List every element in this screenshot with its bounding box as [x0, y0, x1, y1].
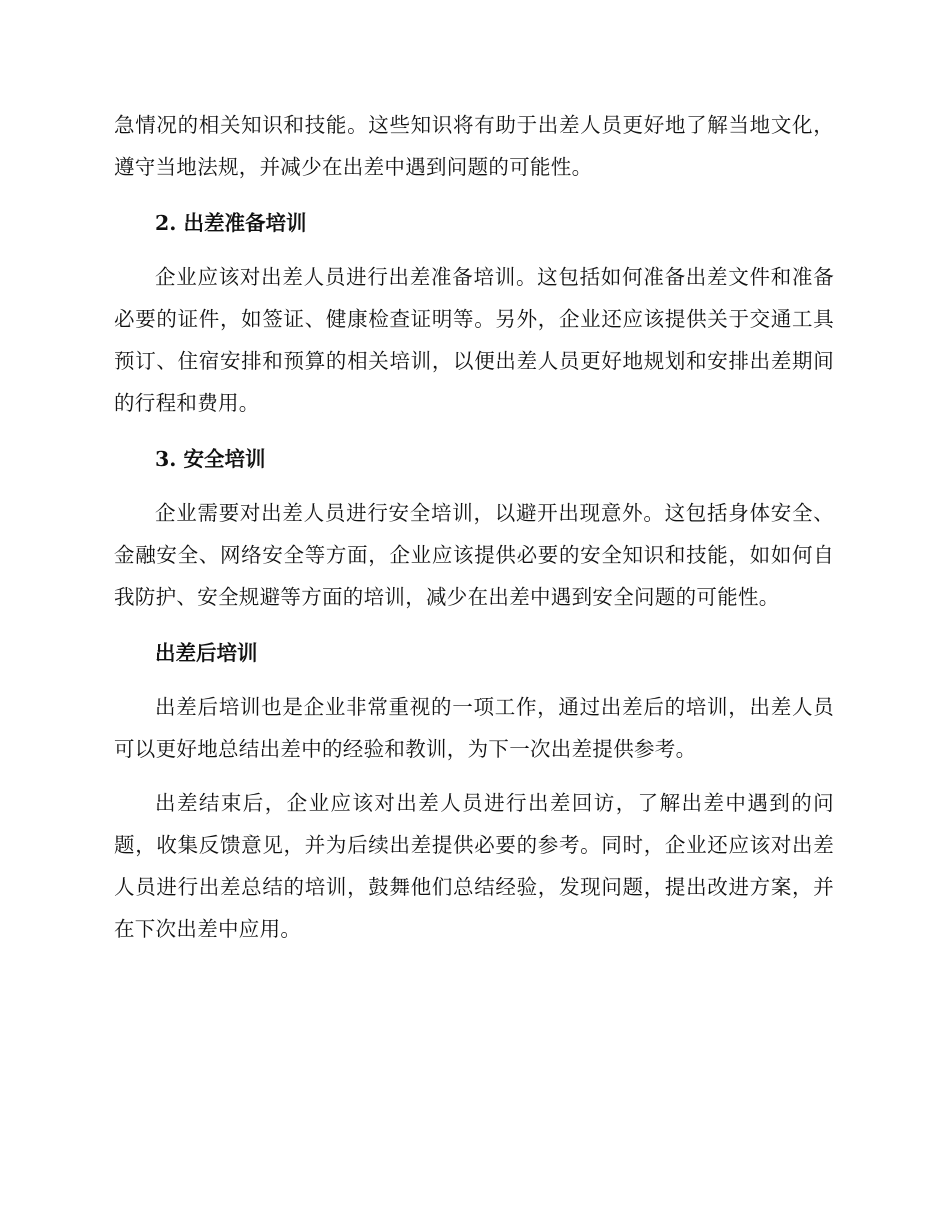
paragraph-post-travel-intro: 出差后培训也是企业非常重视的一项工作，通过出差后的培训，出差人员可以更好地总结出差中的经验和教训，为下一次出差提供参考。	[114, 695, 834, 761]
paragraph-continuation: 急情况的相关知识和技能。这些知识将有助于出差人员更好地了解当地文化，遵守当地法规，并减少在出差中遇到问题的可能性。	[114, 113, 834, 179]
section-heading-post-travel-training: 出差后培训	[155, 641, 258, 665]
paragraph-travel-preparation: 企业应该对出差人员进行出差准备培训。这包括如何准备出差文件和准备必要的证件，如签证、健康检查证明等。另外，企业还应该提供关于交通工具预订、住宿安排和预算的相关培训，以便出差人员更好地规划和安排出差期间的行程和费用。	[114, 265, 834, 415]
section-heading-travel-preparation: 2. 出差准备培训	[155, 211, 307, 235]
paragraph-post-travel-followup: 出差结束后，企业应该对出差人员进行出差回访，了解出差中遇到的问题，收集反馈意见，并为后续出差提供必要的参考。同时，企业还应该对出差人员进行出差总结的培训，鼓舞他们总结经验，发现问题，提出改进方案，并在下次出差中应用。	[114, 791, 834, 941]
paragraph-safety-training: 企业需要对出差人员进行安全培训，以避开出现意外。这包括身体安全、金融安全、网络安全等方面，企业应该提供必要的安全知识和技能，如如何自我防护、安全规避等方面的培训，减少在出差中遇到安全问题的可能性。	[114, 501, 834, 609]
section-heading-safety-training: 3. 安全培训	[155, 447, 266, 471]
document-page	[114, 104, 834, 950]
